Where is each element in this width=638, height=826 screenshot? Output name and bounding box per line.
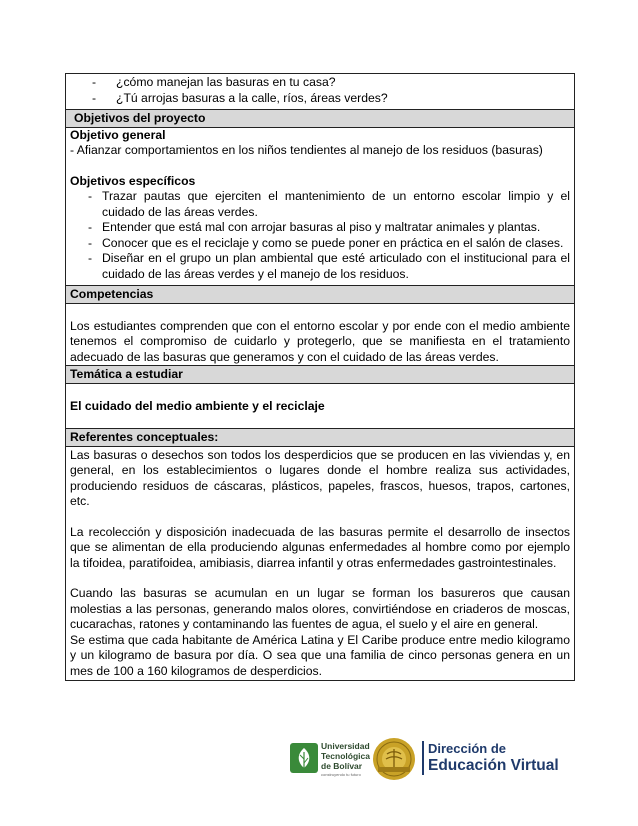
objetivos-header-text: Objetivos del proyecto <box>74 111 206 125</box>
objetivos-especificos-title: Objetivos específicos <box>70 173 196 188</box>
list-item: - Diseñar en el grupo un plan ambiental que esté articulado con el institucional para el cuidado de las áreas verdes y el manejo de los residuos. <box>70 251 570 282</box>
list-item: - Conocer que es el reciclaje y como se puede poner en práctica en el salón de clases. <box>70 236 570 252</box>
utb-logo <box>290 737 370 781</box>
utb-name-line: Universidad <box>321 741 370 751</box>
objetivos-header <box>66 110 575 128</box>
spacer <box>70 571 570 586</box>
referentes-paragraph-4: Se estima que cada habitante de América Latina y El Caribe produce entre medio kilogramo y un kilogramo de basura por día. O sea que una familia de cinco personas genera en un mes de 100 a 160 kilogramos de desperdicios. <box>70 632 570 678</box>
objetivo-general-text: - Afianzar comportamientos en los niños tendientes al manejo de los residuos (basuras) <box>70 143 543 157</box>
utb-leaf-icon <box>290 743 318 773</box>
objetivos-cell <box>66 127 575 286</box>
referentes-paragraph-2: La recolección y disposición inadecuada de las basuras permite el desarrollo de insectos que se alimentan de ella produciendo algunas enfermedades al hombre como por ejemplo la tifoidea, paratifoidea, amibiasis, diarrea infantil y otras enfermedades gastrointestinales. <box>70 524 570 570</box>
list-item: - ¿cómo manejan las basuras en tu casa? <box>70 75 570 91</box>
university-seal-icon <box>372 737 416 781</box>
referentes-paragraph-3: Cuando las basuras se acumulan en un lugar se forman los basureros que causan molestias a las personas, generando malos olores, convirtiéndose en criaderos de moscas, cucarachas, ratones y contaminando las fuentes de agua, el suelo y el aire en general. <box>70 586 570 631</box>
project-table <box>65 73 575 681</box>
tematica-cell <box>66 383 575 429</box>
spacer <box>70 304 570 319</box>
referentes-header: Referentes conceptuales: <box>66 429 575 447</box>
logo-divider <box>422 741 424 775</box>
direccion-line-1: Dirección de <box>428 741 507 756</box>
intro-questions-list <box>70 75 570 106</box>
tematica-text: El cuidado del medio ambiente y el reciclaje <box>70 398 325 413</box>
utb-name-line: de Bolívar <box>321 761 363 771</box>
competencias-header: Competencias <box>66 286 575 304</box>
spacer <box>70 159 570 174</box>
spacer <box>70 510 570 525</box>
footer-logos <box>290 737 559 781</box>
tematica-header: Temática a estudiar <box>66 366 575 384</box>
list-item: - Entender que está mal con arrojar basuras al piso y maltratar animales y plantas. <box>70 220 570 236</box>
list-item: - Trazar pautas que ejerciten el mantenimiento de un entorno escolar limpio y el cuidado de las áreas verdes. <box>70 189 570 220</box>
referentes-cell <box>66 446 575 681</box>
utb-name-line: Tecnológica <box>321 751 370 761</box>
intro-questions-cell <box>66 74 575 110</box>
competencias-cell <box>66 303 575 366</box>
direccion-line-2: Educación Virtual <box>428 757 559 774</box>
list-item: - ¿Tú arrojas basuras a la calle, ríos, áreas verdes? <box>70 91 570 107</box>
objetivos-especificos-list <box>70 189 570 282</box>
utb-tagline: construyendo tu futuro <box>321 772 361 777</box>
competencias-text: Los estudiantes comprenden que con el entorno escolar y por ende con el medio ambiente tenemos el compromiso de cuidarlo y protegerlo, que se manifiesta en el tratamiento adecuado de las basuras que generamos y con el cuidado de las áreas verdes. <box>70 318 570 364</box>
referentes-paragraph-1: Las basuras o desechos son todos los desperdicios que se producen en las viviendas y, en general, en los establecimientos o lugares donde el hombre realiza sus actividades, produciendo residuos de cáscaras, plásticos, papeles, frascos, huesos, trapos, cartones, etc. <box>70 447 570 508</box>
utb-name <box>321 741 370 771</box>
objetivo-general-title: Objetivo general <box>70 127 166 142</box>
spacer <box>70 384 570 399</box>
